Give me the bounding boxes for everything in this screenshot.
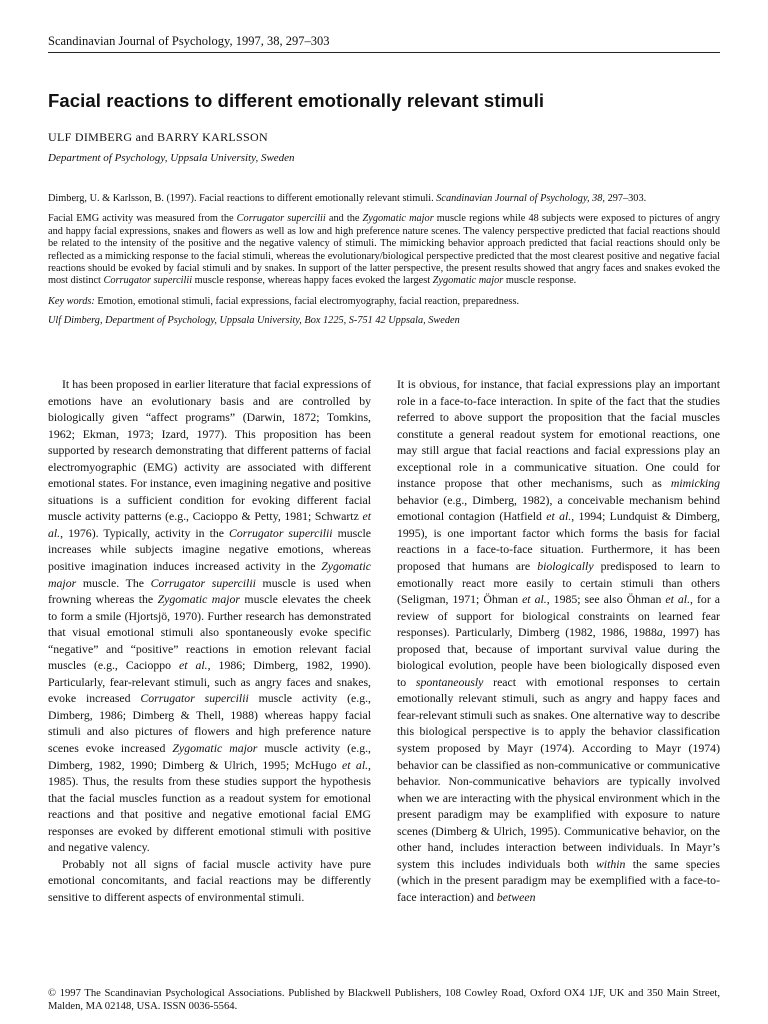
citation-pages: 297–303. xyxy=(607,193,647,204)
body-paragraph: It is obvious, for instance, that facial expressions play an important role in a face-to-face interaction. In spite of the fact that the studies referred to above support the proposition that the facial muscles constitute a general readout system for emotional reactions, one may still argue that facial reactions and facial expressions play an exceptional role in a communicative situation. One could for instance propose that other mechanisms, such as mimicking behavior (e.g., Dimberg, 1982), a conceivable mechanism behind emotional contagion (Hatfield et al., 1994; Lundquist & Dimberg, 1995), is one important factor which forms the basis for facial reactions in a face-to-face situation. Furthermore, it has been proposed that humans are biologically predisposed to learn to emotionally react more easily to certain stimuli than others (Seligman, 1971; Öhman et al., 1985; see also Öhman et al., for a review of support for biological constraints on learned fear responses). Particularly, Dimberg (1982, 1986, 1988a, 1997) has proposed that, because of important survival value during the biological evolution, people have been biologically disposed even to spontaneously react with emotional responses to certain emotionally relevant stimuli, such as angry and happy faces and fear-relevant stimuli such as snakes. One alternative way to describe this biological perspective is to apply the behavior classification system proposed by Mayr (1974). According to Mayr (1974) behavior can be classified as non-communicative or communicative behavior. Non-communicative behaviors are typically involved when we are interacting with the physical environment which in the present paradigm may be examplified with exposure to nature scenes (Dimberg & Ulrich, 1995). Communicative behavior, on the other hand, includes interaction between individuals. In Mayr’s system this includes individuals both within the same species (which in the present paradigm may be exemplified with a face-to-face interaction) and between xyxy=(397,377,721,904)
body-paragraph: Probably not all signs of facial muscle activity have pure emotional concomitants, and facial reactions may be differently sensitive to different aspects of environmental stimuli. xyxy=(48,856,371,904)
body-paragraph: It has been proposed in earlier literature that facial expressions of emotions have an evolutionary basis and are controlled by biologically given “affect programs” (Darwin, 1872; Tomkins, 1962; Ekman, 1973; Izard, 1977). This proposition has been supported by research demonstrating that different patterns of facial electromyographic (EMG) activity are associated with different emotional states. For instance, even imagining negative and positive situations is a sufficient condition for evoking different facial muscle activity patterns (e.g., Cacioppo & Petty, 1981; Schwartz et al., 1976). Typically, activity in the Corrugator supercilii muscle increases while subjects imagine negative emotions, whereas positive imagination induces increased activity in the Zygomatic major muscle. The Corrugator supercilii muscle is used when frowning whereas the Zygomatic major muscle elevates the cheek to form a smile (Hjortsjö, 1970). Further research has demonstrated that visual emotional stimuli also spontaneously evoke specific “negative” and “positive” reactions in emotion relevant facial muscles (e.g., Cacioppo et al., 1986; Dimberg, 1982, 1990). Particularly, fear-relevant stimuli, such as angry faces and snakes, evoke increased Corrugator supercilii muscle activity (e.g., Dimberg, 1986; Dimberg & Thell, 1988) whereas happy facial stimuli and also pictures of flowers and high preference nature scenes evoke increased Zygomatic major muscle activity (e.g., Dimberg, 1982, 1990; Dimberg & Ulrich, 1995; McHugo et al., 1985). Thus, the results from these studies support the hypothesis that the facial muscles function as a readout system for emotional reactions and that positive and negative emotional facial EMG responses are evoked by different emotional stimuli with positive and negative valency. xyxy=(48,377,372,855)
keywords xyxy=(48,296,720,308)
citation-journal: Scandinavian Journal of Psychology, 38, xyxy=(436,193,605,204)
citation-text: Dimberg, U. & Karlsson, B. (1997). Facial reactions to different emotionally relevant stimuli. xyxy=(48,193,437,204)
body-column-right xyxy=(397,376,720,906)
author-affiliation: Department of Psychology, Uppsala University, Sweden xyxy=(48,152,295,164)
article-title: Facial reactions to different emotionally relevant stimuli xyxy=(48,90,545,111)
correspondence-address: Ulf Dimberg, Department of Psychology, Uppsala University, Box 1225, S-751 42 Uppsala, Sweden xyxy=(48,315,460,327)
copyright-footer: © 1997 The Scandinavian Psychological Associations. Published by Blackwell Publishers, 108 Cowley Road, Oxford OX4 1JF, UK and 350 Main Street, Malden, MA 02148, USA. ISSN 0036-5564. xyxy=(48,988,720,1013)
keywords-label: Key words: xyxy=(48,295,95,307)
keywords-list: Emotion, emotional stimuli, facial expressions, facial electromyography, facial reaction, preparedness. xyxy=(94,295,520,307)
header-rule xyxy=(48,52,720,53)
abstract-block xyxy=(48,193,720,328)
article-authors: ULF DIMBERG and BARRY KARLSSON xyxy=(48,130,268,144)
citation xyxy=(48,193,720,205)
abstract-text: Facial EMG activity was measured from the Corrugator supercilii and the Zygomatic major muscle regions while 48 subjects were exposed to pictures of angry and happy facial expressions, snakes and flowers as well as low and high preference nature scenes. The valency perspective predicted that facial reactions should be related to the intensity of the positive and the negative valency of stimuli. The mimicking behavior approach predicted that facial reactions should only be reflected as a mimicking response to the facial stimuli, whereas the evolutionary/biological perspective predicted that the most clearest positive and negative facial reactions should be evoked by facial stimuli and by snakes. In support of the latter perspective, the present results showed that angry faces and snakes evoked the most distinct Corrugator supercilii muscle response, whereas happy faces evoked the largest Zygomatic major muscle response. xyxy=(48,213,720,287)
journal-header: Scandinavian Journal of Psychology, 1997, 38, 297–303 xyxy=(48,34,330,48)
body-column-left xyxy=(48,376,371,906)
